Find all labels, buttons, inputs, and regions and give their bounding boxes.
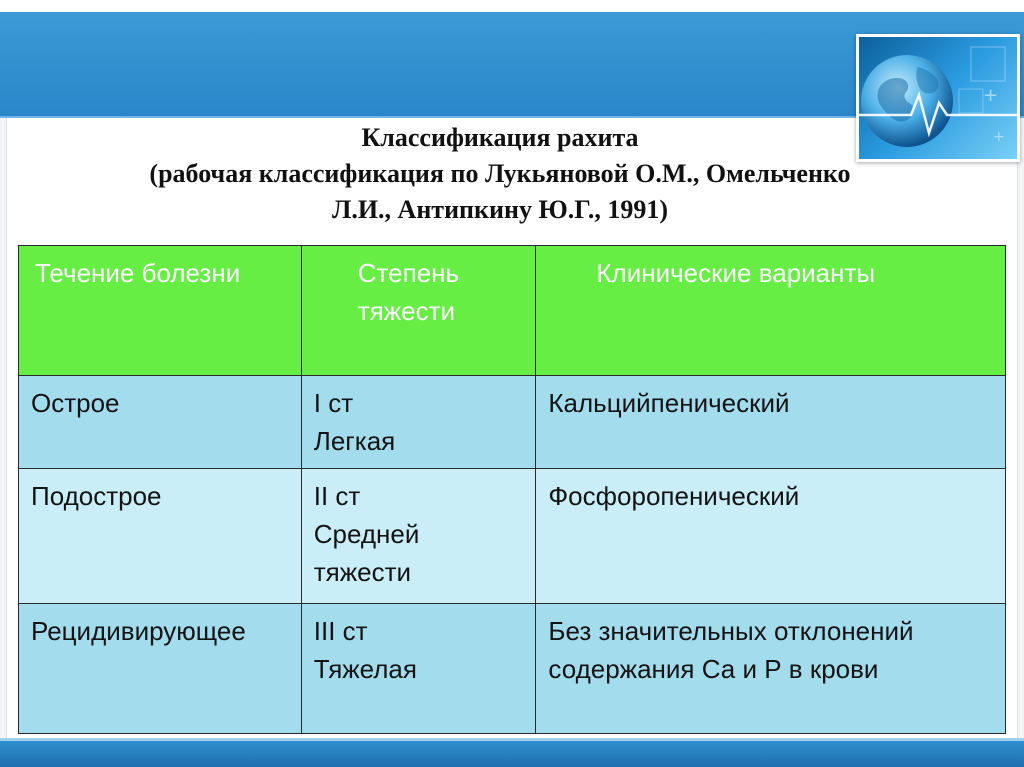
footer-bar — [0, 741, 1024, 767]
title-line-1: Классификация рахита — [361, 123, 639, 152]
header-course — [19, 246, 302, 376]
table-row — [19, 469, 1006, 604]
svg-text:+: + — [983, 85, 999, 106]
cell-severity — [301, 604, 536, 734]
cell-variant-text-2: содержания Са и Р в крови — [548, 654, 879, 684]
cell-severity — [301, 469, 536, 604]
cell-course — [19, 469, 302, 604]
top-band — [0, 0, 1024, 12]
header-variants — [536, 246, 1006, 376]
cell-variant-text: Кальцийпенический — [548, 388, 790, 418]
cell-course — [19, 376, 302, 469]
classification-table — [18, 245, 1006, 734]
cell-variant — [536, 469, 1006, 604]
cell-course — [19, 604, 302, 734]
cell-severity-grade: III ст — [313, 616, 368, 646]
cell-course-text: Рецидивирующее — [31, 616, 246, 646]
header-course-label: Течение болезни — [35, 258, 241, 288]
header-variants-label: Клинические варианты — [596, 258, 876, 288]
cell-course-text: Подострое — [31, 481, 162, 511]
cell-variant-text: Без значительных отклонений — [548, 616, 914, 646]
table-header-row — [19, 246, 1006, 376]
cell-severity-desc: Средней — [313, 519, 420, 549]
cell-course-text: Острое — [31, 388, 120, 418]
cell-severity — [301, 376, 536, 469]
table-row — [19, 376, 1006, 469]
cell-severity-grade: I ст — [313, 388, 354, 418]
header-severity — [301, 246, 536, 376]
title-line-3: Л.И., Антипкину Ю.Г., 1991) — [331, 195, 669, 224]
title-line-2: (рабочая классификация по Лукьяновой О.М., Омельченко — [149, 159, 851, 188]
cell-severity-desc: Легкая — [313, 426, 396, 456]
cell-variant — [536, 376, 1006, 469]
cell-variant — [536, 604, 1006, 734]
header-severity-label-1: Степень — [357, 258, 460, 288]
header-severity-label-2: тяжести — [357, 296, 456, 326]
svg-text:+: + — [993, 129, 1005, 145]
slide-title — [20, 120, 980, 228]
cell-severity-desc-2: тяжести — [313, 557, 412, 587]
cell-variant-text: Фосфоропенический — [548, 481, 800, 511]
table-row — [19, 604, 1006, 734]
cell-severity-desc: Тяжелая — [313, 654, 417, 684]
cell-severity-grade: II ст — [313, 481, 361, 511]
